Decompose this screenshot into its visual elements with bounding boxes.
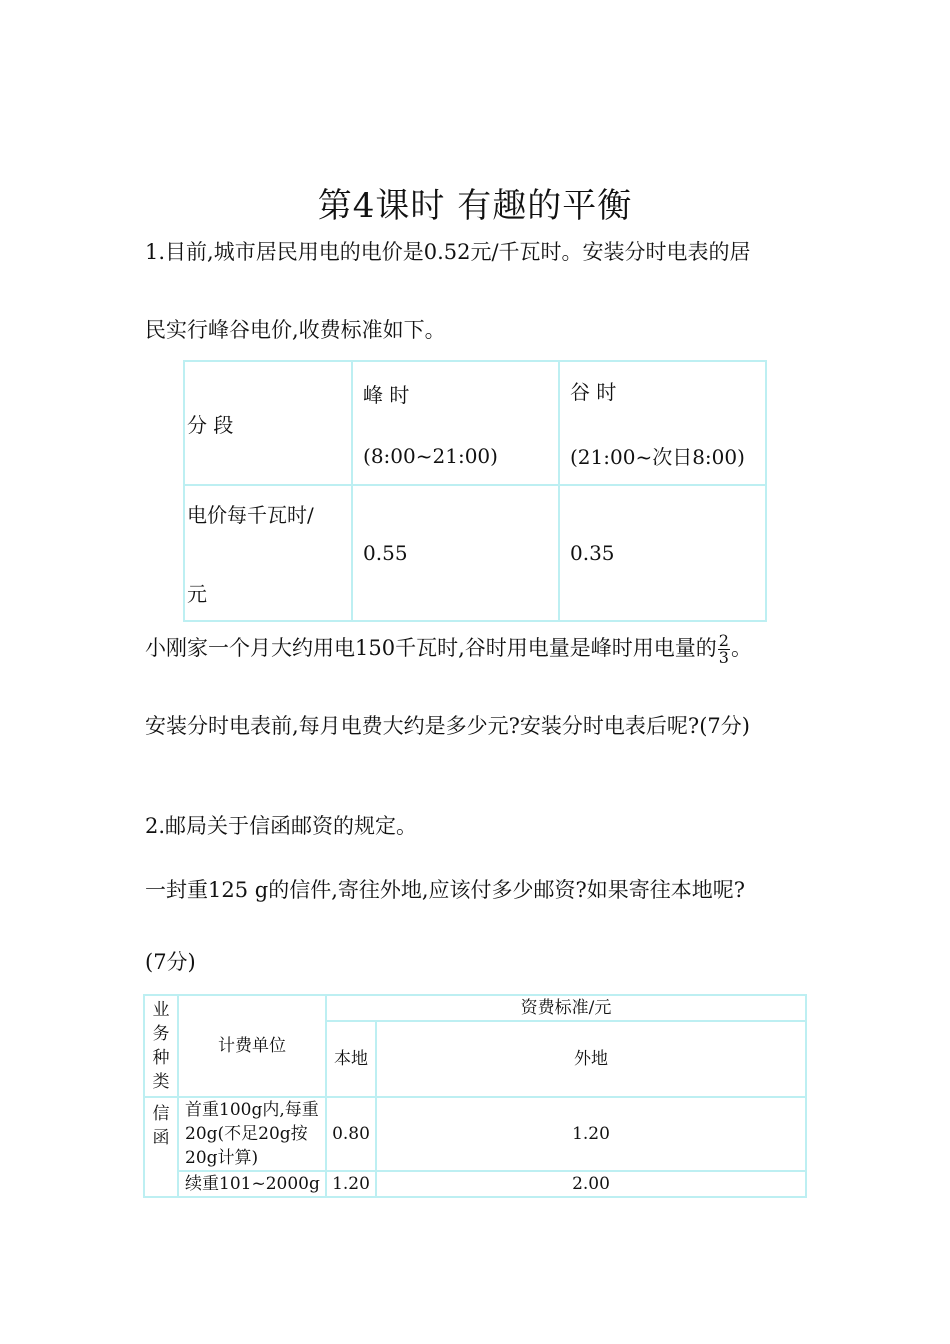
valley-label: 谷 时	[570, 380, 617, 404]
valley-header-cell	[559, 361, 766, 485]
standard-header-cell	[326, 995, 806, 1021]
local-header: 本地	[334, 1049, 368, 1069]
row2-unit-cell	[178, 1171, 326, 1197]
price-label-line1: 电价每千瓦时/	[187, 503, 314, 527]
row1-unit-cell	[178, 1097, 326, 1171]
standard-header: 资费标准/元	[520, 998, 612, 1018]
unit-header: 计费单位	[218, 1036, 286, 1056]
row2-remote: 2.00	[572, 1174, 610, 1194]
letter-type: 信函	[152, 1104, 170, 1148]
peak-price-cell	[352, 485, 559, 621]
type-header-cell	[144, 995, 178, 1097]
row2-remote-cell	[376, 1171, 806, 1197]
row1-unit: 首重100g内,每重20g(不足20g按20g计算)	[185, 1100, 319, 1168]
q2-text-line2: 一封重125 g的信件,寄往外地,应该付多少邮资?如果寄往本地呢?	[145, 878, 746, 902]
page-title: 第4课时 有趣的平衡	[317, 186, 633, 226]
peak-time: (8:00~21:00)	[363, 443, 498, 468]
q1-line3-end: 。	[730, 636, 752, 660]
q1-text-line2: 民实行峰谷电价,收费标准如下。	[145, 318, 446, 342]
letter-type-cell	[144, 1097, 178, 1197]
valley-price: 0.35	[570, 541, 615, 565]
unit-header-cell	[178, 995, 326, 1097]
fraction-numerator: 2	[718, 631, 729, 650]
fraction-denominator: 3	[718, 648, 729, 667]
peak-price: 0.55	[363, 541, 408, 565]
row1-remote-cell	[376, 1097, 806, 1171]
price-label-cell	[184, 485, 352, 621]
fraction-two-thirds	[718, 633, 730, 666]
q1-text-line3	[145, 632, 752, 666]
q1-text-line1: 1.目前,城市居民用电的电价是0.52元/千瓦时。安装分时电表的居	[145, 240, 751, 264]
q2-text-line1: 2.邮局关于信函邮资的规定。	[145, 814, 418, 838]
segment-label: 分 段	[187, 412, 234, 437]
type-header: 业务种类	[152, 1000, 170, 1092]
row1-local: 0.80	[332, 1124, 370, 1144]
row2-local: 1.20	[332, 1174, 370, 1194]
q1-text-line4: 安装分时电表前,每月电费大约是多少元?安装分时电表后呢?(7分)	[145, 714, 750, 738]
valley-price-cell	[559, 485, 766, 621]
peak-header-cell	[352, 361, 559, 485]
row2-unit: 续重101~2000g	[185, 1174, 320, 1194]
segment-header-cell	[184, 361, 352, 485]
remote-header: 外地	[574, 1049, 608, 1069]
local-header-cell	[326, 1021, 376, 1097]
electricity-price-table	[183, 360, 767, 622]
postage-table	[143, 994, 807, 1198]
peak-label: 峰 时	[363, 382, 410, 407]
row1-local-cell	[326, 1097, 376, 1171]
q2-text-line3: (7分)	[145, 950, 196, 974]
row1-remote: 1.20	[572, 1124, 610, 1144]
row2-local-cell	[326, 1171, 376, 1197]
q1-line3-text: 小刚家一个月大约用电150千瓦时,谷时用电量是峰时用电量的	[145, 636, 717, 660]
valley-time: (21:00~次日8:00)	[570, 445, 745, 469]
price-label-line2: 元	[187, 582, 207, 606]
remote-header-cell	[376, 1021, 806, 1097]
